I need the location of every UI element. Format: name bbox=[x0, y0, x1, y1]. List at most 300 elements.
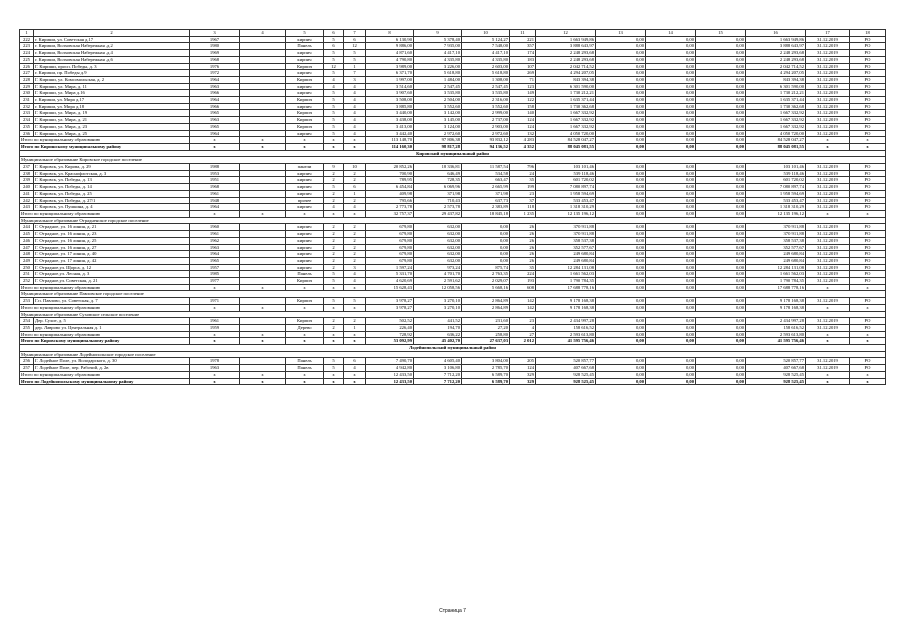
table-cell: 0,00 bbox=[596, 110, 646, 117]
table-cell: 1962 bbox=[190, 237, 240, 244]
table-cell: 2 bbox=[344, 257, 366, 264]
table-cell: 0,00 bbox=[596, 170, 646, 177]
table-cell: 2 bbox=[344, 170, 366, 177]
table-cell: 0,00 bbox=[596, 231, 646, 238]
table-cell: РО bbox=[850, 103, 886, 110]
table-cell: 232 bbox=[20, 103, 34, 110]
total-cell: 0,00 bbox=[646, 284, 696, 291]
table-cell: 3 514,60 bbox=[366, 83, 414, 90]
table-cell: 1961 bbox=[190, 231, 240, 238]
table-cell: 5 bbox=[344, 298, 366, 305]
district-total-row bbox=[20, 338, 886, 345]
table-cell: 0,00 bbox=[646, 90, 696, 97]
total-cell: x bbox=[286, 378, 324, 385]
table-cell: 31.12.2019 bbox=[806, 43, 850, 50]
column-number: 12 bbox=[536, 30, 596, 37]
total-cell: x bbox=[806, 331, 850, 338]
table-row bbox=[20, 50, 886, 57]
table-cell: 10 bbox=[344, 164, 366, 171]
table-cell: РО bbox=[850, 56, 886, 63]
table-cell: 0,00 bbox=[646, 224, 696, 231]
table-cell: 0,00 bbox=[646, 70, 696, 77]
table-cell: 2 504,00 bbox=[414, 97, 462, 104]
table-cell: 5 618,80 bbox=[414, 70, 462, 77]
table-cell: 4 bbox=[344, 123, 366, 130]
table-cell: 118 bbox=[510, 204, 536, 211]
table-cell: 124 bbox=[510, 117, 536, 124]
table-cell: кирпич bbox=[286, 56, 324, 63]
municipality-heading: Муниципальное образование Отрадненское городское поселение bbox=[20, 217, 886, 224]
table-cell bbox=[240, 70, 286, 77]
table-cell: 0,00 bbox=[646, 63, 696, 70]
table-cell: 679,80 bbox=[366, 251, 414, 258]
table-cell: 140 bbox=[510, 110, 536, 117]
table-cell: 1961 bbox=[190, 318, 240, 325]
table-cell: 1963 bbox=[190, 117, 240, 124]
table-cell: 534,58 bbox=[462, 170, 510, 177]
table-cell: 4 335,80 bbox=[462, 56, 510, 63]
table-cell: 4 bbox=[344, 278, 366, 285]
total-cell: 0,00 bbox=[696, 284, 746, 291]
total-cell: x bbox=[190, 331, 240, 338]
table-cell: 4 bbox=[344, 117, 366, 124]
total-cell: x bbox=[806, 143, 850, 150]
table-row bbox=[20, 204, 886, 211]
table-cell: 256 bbox=[20, 358, 34, 365]
table-cell: 0,00 bbox=[596, 237, 646, 244]
total-cell: 41 595 756,46 bbox=[536, 338, 596, 345]
total-cell: 0,00 bbox=[646, 210, 696, 217]
table-cell: 31.12.2019 bbox=[806, 36, 850, 43]
total-cell: 17 688 778,16 bbox=[536, 284, 596, 291]
table-cell: РО bbox=[850, 83, 886, 90]
total-cell: 928 525,45 bbox=[536, 371, 596, 378]
table-cell: 2 864,89 bbox=[462, 298, 510, 305]
table-cell: РО bbox=[850, 251, 886, 258]
table-cell: РО bbox=[850, 264, 886, 271]
table-cell: 0,00 bbox=[596, 177, 646, 184]
table-row bbox=[20, 231, 886, 238]
address-cell: Г. Отрадное, ул. 17 линия, д. 42 bbox=[34, 257, 190, 264]
table-cell: 1 958 594,69 bbox=[746, 190, 806, 197]
column-number: 6 bbox=[324, 30, 344, 37]
column-number: 1 bbox=[20, 30, 34, 37]
district-total-row bbox=[20, 378, 886, 385]
table-cell: 26 bbox=[510, 251, 536, 258]
table-cell: 4 bbox=[344, 110, 366, 117]
table-cell: 0,00 bbox=[696, 50, 746, 57]
table-cell: 4 942,80 bbox=[366, 365, 414, 372]
total-cell: x bbox=[806, 378, 850, 385]
table-cell: 2 bbox=[324, 251, 344, 258]
table-cell: кирпич bbox=[286, 244, 324, 251]
table-cell: 230 bbox=[20, 90, 34, 97]
table-cell: 4 bbox=[344, 90, 366, 97]
table-cell bbox=[240, 123, 286, 130]
table-cell: 9 bbox=[324, 164, 344, 171]
table-cell: РО bbox=[850, 90, 886, 97]
table-row bbox=[20, 123, 886, 130]
table-cell: 0,00 bbox=[696, 231, 746, 238]
table-cell: 0,00 bbox=[596, 83, 646, 90]
table-cell: РО bbox=[850, 197, 886, 204]
table-cell: Кирпич bbox=[286, 76, 324, 83]
address-cell: Г. Отрадное, ул. 16 линия, д. 27 bbox=[34, 244, 190, 251]
table-cell: 2 bbox=[344, 244, 366, 251]
table-cell bbox=[240, 271, 286, 278]
total-cell: 0,00 bbox=[646, 137, 696, 144]
table-cell bbox=[240, 117, 286, 124]
table-cell bbox=[240, 50, 286, 57]
column-number: 7 bbox=[344, 30, 366, 37]
address-cell: Г. Кириши, ул. Мира, д. 21 bbox=[34, 117, 190, 124]
table-cell: РО bbox=[850, 177, 886, 184]
table-cell: 5 124,27 bbox=[462, 36, 510, 43]
table-cell: 124 bbox=[510, 365, 536, 372]
total-cell: x bbox=[240, 210, 286, 217]
total-cell: 0,00 bbox=[596, 378, 646, 385]
table-cell: 1967 bbox=[190, 36, 240, 43]
total-cell: x bbox=[850, 304, 886, 311]
municipality-heading-row bbox=[20, 157, 886, 164]
table-cell: 5 378,40 bbox=[414, 36, 462, 43]
table-cell: 31.12.2019 bbox=[806, 83, 850, 90]
table-cell: 9 178 168,38 bbox=[746, 298, 806, 305]
table-cell: кирпич bbox=[286, 50, 324, 57]
table-row bbox=[20, 237, 886, 244]
total-cell: 45 402,70 bbox=[414, 338, 462, 345]
table-cell: кирпич bbox=[286, 170, 324, 177]
table-cell bbox=[240, 56, 286, 63]
table-cell: 1959 bbox=[190, 324, 240, 331]
column-number: 4 bbox=[240, 30, 286, 37]
table-cell: 205 bbox=[510, 358, 536, 365]
address-cell: Г. Кировск, ул. Победы, д. 13 bbox=[34, 177, 190, 184]
total-cell: 0,00 bbox=[596, 210, 646, 217]
table-cell: 4 bbox=[510, 324, 536, 331]
table-cell: 4 417,10 bbox=[462, 50, 510, 57]
table-cell: 107 bbox=[510, 63, 536, 70]
table-cell: РО bbox=[850, 76, 886, 83]
table-cell bbox=[240, 224, 286, 231]
table-cell: 3 145,00 bbox=[414, 117, 462, 124]
municipality-heading-row bbox=[20, 291, 886, 298]
total-cell: 0,00 bbox=[696, 331, 746, 338]
total-cell: x bbox=[286, 143, 324, 150]
table-cell: 31.12.2019 bbox=[806, 237, 850, 244]
table-cell: 3 270,10 bbox=[414, 298, 462, 305]
total-cell: x bbox=[850, 143, 886, 150]
table-cell: РО bbox=[850, 204, 886, 211]
total-cell: 2 593 613,80 bbox=[536, 331, 596, 338]
municipality-subtotal-row bbox=[20, 304, 886, 311]
total-cell: 93 832,12 bbox=[462, 137, 510, 144]
table-cell: 2 603,00 bbox=[462, 63, 510, 70]
table-cell: 0,00 bbox=[646, 365, 696, 372]
municipality-heading-row bbox=[20, 351, 886, 358]
table-cell: 5 bbox=[324, 50, 344, 57]
address-cell: г. Кириши, ул. Мира д.18 bbox=[34, 103, 190, 110]
table-cell: Кирпич bbox=[286, 97, 324, 104]
table-cell: кирпич bbox=[286, 70, 324, 77]
table-row bbox=[20, 298, 886, 305]
table-cell: 632,00 bbox=[414, 237, 462, 244]
table-cell: 0,00 bbox=[596, 90, 646, 97]
table-cell: 238 bbox=[20, 170, 34, 177]
table-cell: Кирпич bbox=[286, 278, 324, 285]
table-cell: Кирпич bbox=[286, 63, 324, 70]
table-cell bbox=[240, 110, 286, 117]
table-cell: 7 548,00 bbox=[462, 43, 510, 50]
table-row bbox=[20, 164, 886, 171]
total-cell: 0,00 bbox=[646, 378, 696, 385]
table-cell: 601 720,02 bbox=[746, 177, 806, 184]
table-cell bbox=[240, 97, 286, 104]
table-cell: 5 bbox=[344, 50, 366, 57]
table-cell: 31.12.2019 bbox=[806, 204, 850, 211]
table-cell: 0,00 bbox=[596, 70, 646, 77]
table-cell: 1 790 784,35 bbox=[536, 278, 596, 285]
total-cell: x bbox=[344, 331, 366, 338]
table-cell: 2 972,60 bbox=[462, 130, 510, 137]
table-cell: 3 440,00 bbox=[366, 110, 414, 117]
table-cell: 352 577,67 bbox=[536, 244, 596, 251]
total-cell: x bbox=[324, 378, 344, 385]
table-cell: РО bbox=[850, 43, 886, 50]
total-cell: x bbox=[286, 210, 324, 217]
table-row bbox=[20, 36, 886, 43]
table-cell bbox=[240, 204, 286, 211]
table-cell: 3 888 643,97 bbox=[746, 43, 806, 50]
total-cell: 142 bbox=[510, 304, 536, 311]
total-cell: x bbox=[190, 284, 240, 291]
table-cell: 0,00 bbox=[646, 251, 696, 258]
table-cell: 3 552,60 bbox=[414, 103, 462, 110]
table-cell: 0,00 bbox=[646, 130, 696, 137]
table-cell: 1972 bbox=[190, 70, 240, 77]
table-cell bbox=[240, 365, 286, 372]
table-cell: 3 124,00 bbox=[414, 123, 462, 130]
table-cell: 0,00 bbox=[596, 184, 646, 191]
table-cell: 370 911,88 bbox=[746, 231, 806, 238]
table-cell: 1948 bbox=[190, 197, 240, 204]
table-cell: 539 118,46 bbox=[746, 170, 806, 177]
table-cell: 1964 bbox=[190, 130, 240, 137]
address-cell: г. Кириши, Волховская Набережная ,д.6 bbox=[34, 56, 190, 63]
municipality-heading: Муниципальное образование Лодейнопольское городское поселение bbox=[20, 351, 886, 358]
table-row bbox=[20, 170, 886, 177]
table-cell: 1977 bbox=[190, 278, 240, 285]
table-cell: 0,00 bbox=[646, 278, 696, 285]
table-cell: 2 bbox=[324, 237, 344, 244]
table-cell: 1957 bbox=[190, 264, 240, 271]
total-cell: x bbox=[324, 284, 344, 291]
table-cell: 0,00 bbox=[646, 50, 696, 57]
total-cell: 88 045 081,55 bbox=[746, 143, 806, 150]
table-cell: 1961 bbox=[190, 190, 240, 197]
table-cell: РО bbox=[850, 244, 886, 251]
table-cell: 4 bbox=[344, 103, 366, 110]
table-cell: 142 bbox=[510, 298, 536, 305]
table-cell: 0,00 bbox=[646, 358, 696, 365]
table-cell: РО bbox=[850, 50, 886, 57]
table-cell: 1964 bbox=[190, 251, 240, 258]
table-cell: 2 bbox=[324, 324, 344, 331]
table-cell: 2 bbox=[324, 318, 344, 325]
total-cell: x bbox=[324, 304, 344, 311]
table-cell: 2 bbox=[324, 190, 344, 197]
total-cell: 17 688 778,16 bbox=[746, 284, 806, 291]
table-cell: кирпич bbox=[286, 90, 324, 97]
total-cell: 0,00 bbox=[696, 338, 746, 345]
table-cell: 5 bbox=[324, 36, 344, 43]
table-cell: 0,00 bbox=[596, 204, 646, 211]
table-cell: 3 413,00 bbox=[366, 123, 414, 130]
table-cell: 1951 bbox=[190, 177, 240, 184]
total-cell: x bbox=[286, 338, 324, 345]
table-cell: 0,00 bbox=[696, 264, 746, 271]
table-cell: 224 bbox=[510, 271, 536, 278]
table-cell: 229 bbox=[20, 83, 34, 90]
table-cell: 4 050 720,00 bbox=[536, 130, 596, 137]
table-cell bbox=[240, 231, 286, 238]
table-row bbox=[20, 224, 886, 231]
address-cell: Г. Кириши, ул. Мира, д. 19 bbox=[34, 110, 190, 117]
table-cell: 0,00 bbox=[646, 110, 696, 117]
table-cell: 3 535,80 bbox=[462, 90, 510, 97]
table-cell: 2 999,00 bbox=[462, 110, 510, 117]
table-cell: 5 bbox=[324, 110, 344, 117]
table-cell: РО bbox=[850, 97, 886, 104]
table-cell: кирпич bbox=[286, 224, 324, 231]
table-cell bbox=[240, 36, 286, 43]
table-cell: 31.12.2019 bbox=[806, 298, 850, 305]
table-cell: 358 537,38 bbox=[536, 237, 596, 244]
table-cell: 0,00 bbox=[596, 257, 646, 264]
total-cell: x bbox=[344, 338, 366, 345]
table-cell: 251 bbox=[20, 271, 34, 278]
table-cell: 4 335,80 bbox=[414, 56, 462, 63]
table-cell: 0,00 bbox=[696, 358, 746, 365]
table-cell: 0,00 bbox=[696, 298, 746, 305]
housing-register-table bbox=[19, 29, 886, 385]
table-cell: 0,00 bbox=[646, 204, 696, 211]
total-cell: 2 864,89 bbox=[462, 304, 510, 311]
table-cell: 409,98 bbox=[366, 190, 414, 197]
table-cell: 1 bbox=[344, 190, 366, 197]
table-cell: 6 301 590,00 bbox=[746, 83, 806, 90]
table-cell: 31.12.2019 bbox=[806, 365, 850, 372]
address-cell: дер. Лаврово ул. Центральная д. 1 bbox=[34, 324, 190, 331]
table-cell: 2 547,45 bbox=[462, 83, 510, 90]
table-cell: кирпич bbox=[286, 257, 324, 264]
table-cell: 0,00 bbox=[696, 224, 746, 231]
table-cell: 0,00 bbox=[696, 170, 746, 177]
table-cell: 2 bbox=[344, 231, 366, 238]
total-cell: 0,00 bbox=[646, 304, 696, 311]
table-cell: 123 bbox=[510, 83, 536, 90]
table-cell: 35 bbox=[510, 177, 536, 184]
table-cell: 4 417,10 bbox=[414, 50, 462, 57]
total-cell: x bbox=[286, 331, 324, 338]
table-cell: кирпич bbox=[286, 36, 324, 43]
table-cell bbox=[240, 197, 286, 204]
table-cell: 795,66 bbox=[366, 197, 414, 204]
table-cell: РО bbox=[850, 164, 886, 171]
table-cell: 7 080 897,74 bbox=[746, 184, 806, 191]
table-cell: 0,00 bbox=[646, 83, 696, 90]
table-cell: 1960 bbox=[190, 224, 240, 231]
total-label: Итого по муниципальному образованию bbox=[20, 137, 190, 144]
table-cell: 234 bbox=[20, 117, 34, 124]
column-number-row bbox=[20, 30, 886, 37]
column-number: 17 bbox=[806, 30, 850, 37]
table-cell: 4 bbox=[344, 97, 366, 104]
table-cell bbox=[240, 257, 286, 264]
table-cell: 221 bbox=[510, 36, 536, 43]
address-cell: Г. Кировск, ул. Кирова, д. 29 bbox=[34, 164, 190, 171]
table-cell: 4 790,80 bbox=[366, 56, 414, 63]
table-cell: 5 bbox=[324, 70, 344, 77]
total-cell: x bbox=[806, 371, 850, 378]
table-cell: 7 935,00 bbox=[414, 43, 462, 50]
table-cell: 4 871,60 bbox=[366, 50, 414, 57]
table-cell: РО bbox=[850, 318, 886, 325]
column-number: 2 bbox=[34, 30, 190, 37]
table-cell: 502,52 bbox=[366, 318, 414, 325]
table-cell: 2 972,60 bbox=[414, 130, 462, 137]
table-cell: 3 552,60 bbox=[462, 103, 510, 110]
table-cell: 1971 bbox=[190, 298, 240, 305]
table-cell: 1 730 212,21 bbox=[536, 90, 596, 97]
table-cell: 2 573,78 bbox=[414, 204, 462, 211]
total-cell: 0,00 bbox=[646, 338, 696, 345]
total-cell: 4 283 bbox=[510, 137, 536, 144]
table-row bbox=[20, 257, 886, 264]
district-total-row bbox=[20, 143, 886, 150]
total-cell: x bbox=[240, 331, 286, 338]
table-cell: 228 bbox=[20, 76, 34, 83]
table-cell: 0,00 bbox=[696, 90, 746, 97]
table-cell: 0,00 bbox=[646, 170, 696, 177]
table-row bbox=[20, 63, 886, 70]
table-cell: кирпич bbox=[286, 130, 324, 137]
address-cell: Г. Отрадное, ул. 16 линия, д. 21 bbox=[34, 224, 190, 231]
table-cell: прочее bbox=[286, 197, 324, 204]
table-cell: 0,00 bbox=[696, 184, 746, 191]
table-cell: 679,80 bbox=[366, 244, 414, 251]
table-row bbox=[20, 56, 886, 63]
table-cell: панели bbox=[286, 164, 324, 171]
table-cell: 358 537,38 bbox=[746, 237, 806, 244]
table-cell: 520 857,77 bbox=[536, 358, 596, 365]
total-label: Итого по муниципальному образованию bbox=[20, 304, 190, 311]
table-cell: 2 434 997,28 bbox=[536, 318, 596, 325]
total-cell: 53 092,99 bbox=[366, 338, 414, 345]
table-cell: 31.12.2019 bbox=[806, 278, 850, 285]
total-cell: x bbox=[344, 210, 366, 217]
table-cell: 231 bbox=[20, 97, 34, 104]
table-cell: 158 616,52 bbox=[746, 324, 806, 331]
table-cell: 222 bbox=[20, 36, 34, 43]
table-cell: 31.12.2019 bbox=[806, 184, 850, 191]
table-cell: 1 730 362,68 bbox=[536, 103, 596, 110]
table-cell: 2 042 714,52 bbox=[746, 63, 806, 70]
table-row bbox=[20, 264, 886, 271]
table-row bbox=[20, 318, 886, 325]
table-cell: 728,35 bbox=[414, 177, 462, 184]
table-cell: 0,00 bbox=[462, 237, 510, 244]
